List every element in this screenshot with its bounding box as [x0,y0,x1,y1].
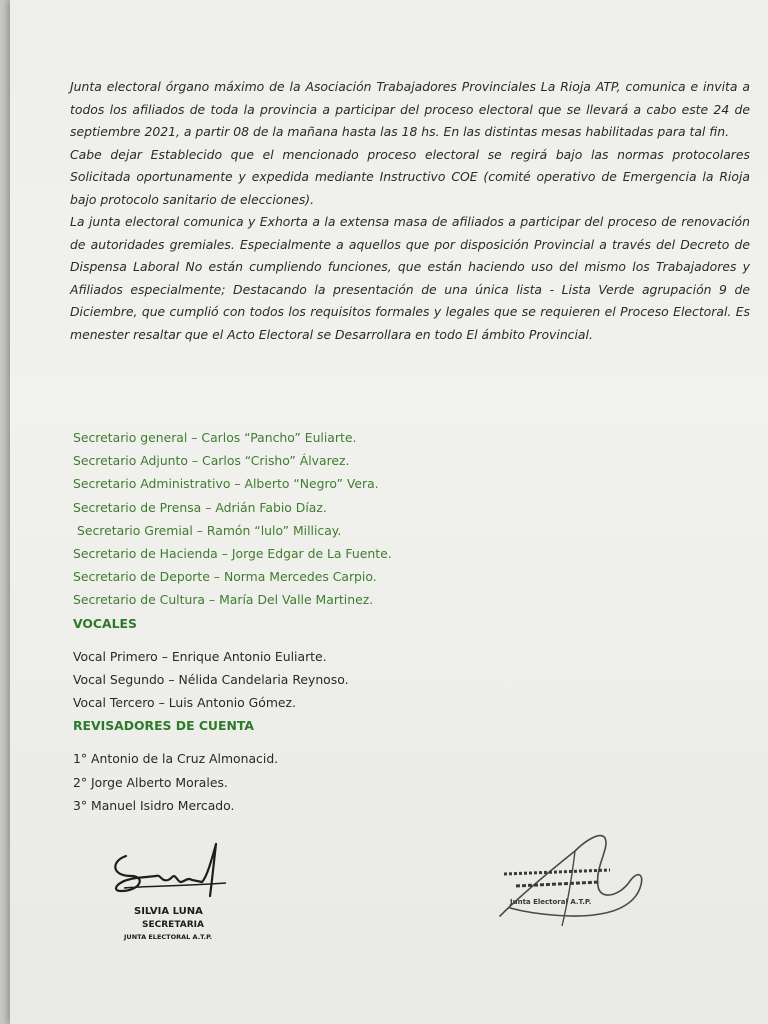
list-item: 2° Jorge Alberto Morales. [73,774,228,790]
list-item: Secretario Gremial – Ramón “lulo” Millicay. [77,522,342,538]
list-item: Vocal Primero – Enrique Antonio Euliarte. [73,648,327,664]
document-page [10,0,768,1024]
list-item: Secretario Adjunto – Carlos “Crisho” Álvarez. [73,453,350,469]
signature-scribble-right [480,826,660,936]
list-item: Secretario Administrativo – Alberto “Negro” Vera. [73,476,379,492]
list-item: Secretario de Hacienda – Jorge Edgar de La Fuente. [73,545,392,561]
list-item: 1° Antonio de la Cruz Almonacid. [73,751,279,767]
paragraph-exhortation: La junta electoral comunica y Exhorta a la extensa masa de afiliados a participar del proceso de renovación de autoridades gremiales. Especialmente a aquellos que por disposición Provincial a través del Decreto de Dispensa Laboral No están cumpliendo funciones, que están haciendo uso del mismo los Trabajadores y Afiliados especialmente; Destacando la presentación de una única lista - Lista Verde agrupación 9 de Diciembre, que cumplió con todos los requisitos formales y legales que se requieren el Proceso Electoral. Es menester resaltar que el Acto Electoral se Desarrollara en todo El ámbito Provincial. [70,214,750,342]
stamp-name: SILVIA LUNA [134,906,203,917]
announcement-body [70,76,750,346]
stamp-org: JUNTA ELECTORAL A.T.P. [124,933,213,941]
list-item: 3° Manuel Isidro Mercado. [73,797,235,813]
list-item: Vocal Tercero – Luis Antonio Gómez. [73,695,296,711]
signature-right [480,826,660,936]
list-item: Secretario de Prensa – Adrián Fabio Díaz. [73,499,327,515]
paragraph-protocol: Cabe dejar Establecido que el mencionado proceso electoral se regirá bajo las normas protocolares Solicitada oportunamente y expedida mediante Instructivo COE (comité operativo de Emergencia la Rioja bajo protocolo sanitario de elecciones). [70,146,750,207]
signature-left [106,836,256,946]
stamp-title: SECRETARIA [142,920,204,930]
paragraph-invitation: Junta electoral órgano máximo de la Asociación Trabajadores Provinciales La Rioja ATP, comunica e invita a todos los afiliados de toda la provincia a participar del proceso electoral que se llevará a cabo este 24 de septiembre 2021, a partir 08 de la mañana hasta las 18 hs. En las distintas mesas habilitadas para tal fin. [70,79,750,139]
list-item: Secretario de Cultura – María Del Valle Martinez. [73,592,374,608]
list-item: Secretario de Deporte – Norma Mercedes Carpio. [73,569,377,585]
list-item: Secretario general – Carlos “Pancho” Euliarte. [73,430,357,445]
stamp-org-right: Junta Electoral A.T.P. [510,898,592,906]
signature-scribble-left [106,836,256,916]
list-item: Vocal Segundo – Nélida Candelaria Reynoso. [73,671,349,687]
candidate-list [73,426,673,817]
section-heading-vocales: VOCALES [73,615,137,631]
section-heading-revisadores: REVISADORES DE CUENTA [73,718,254,734]
